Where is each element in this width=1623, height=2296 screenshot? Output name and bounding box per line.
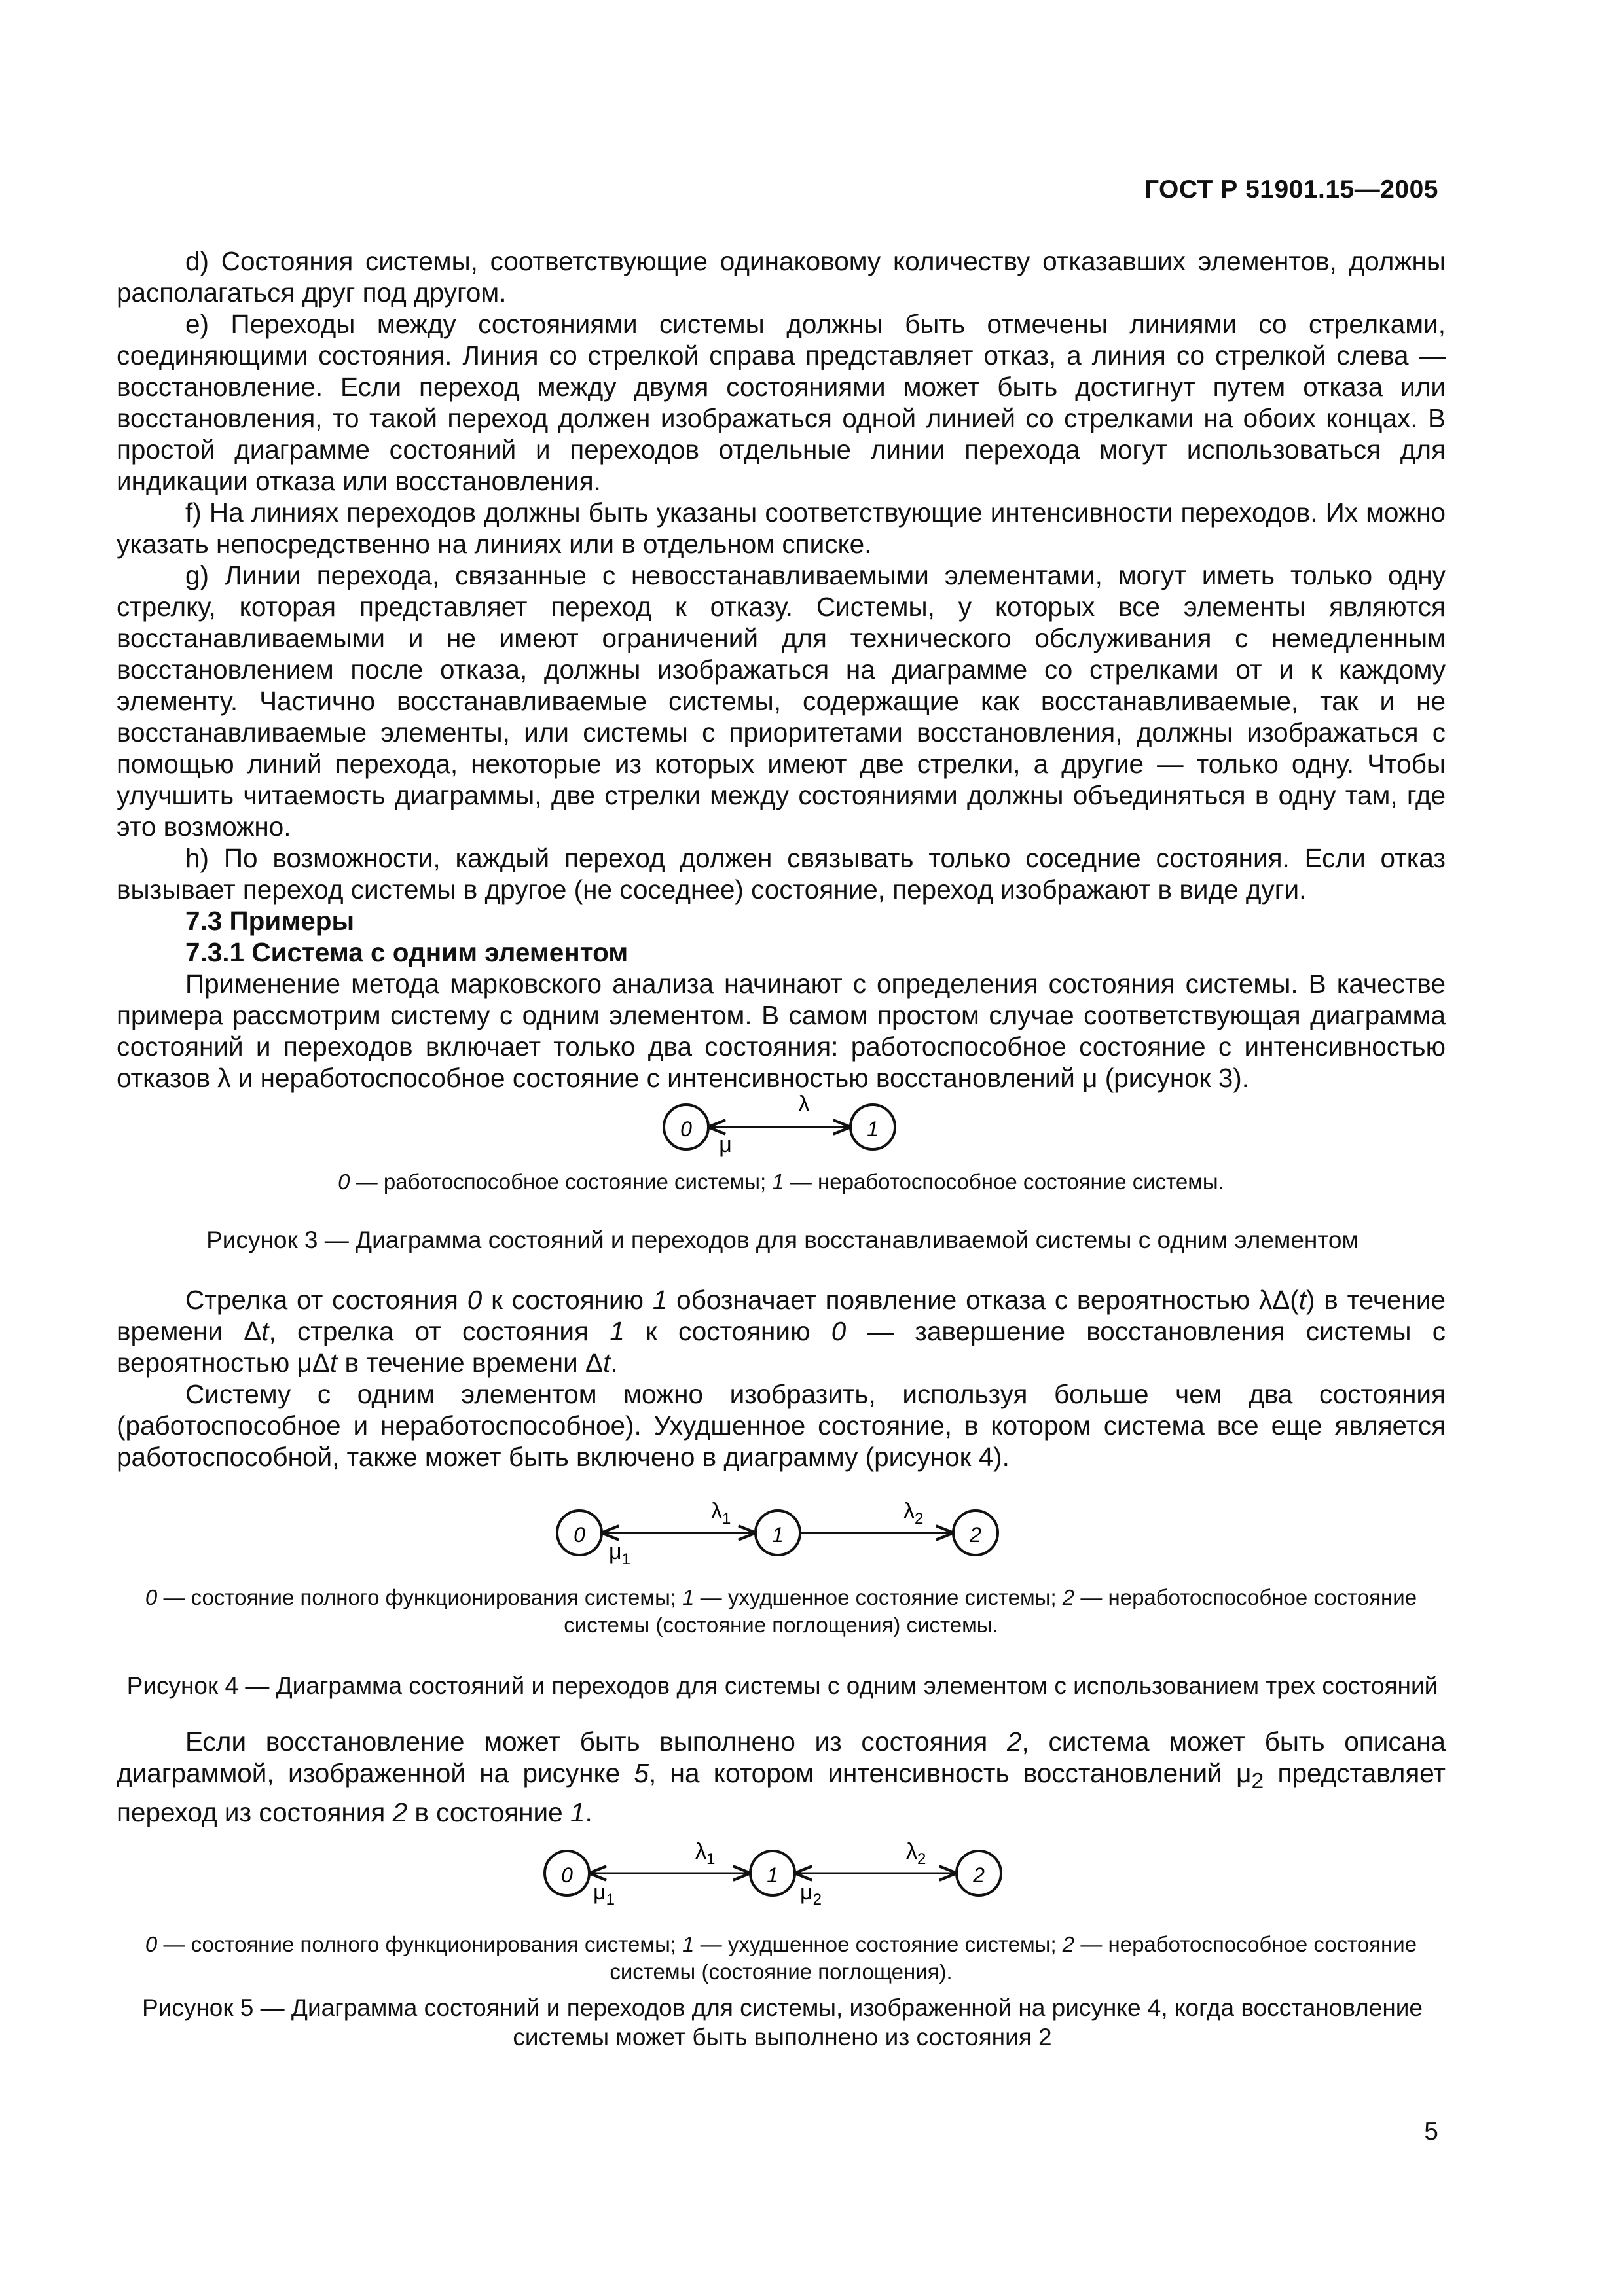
figure4-diagram xyxy=(0,1486,1623,1571)
legend-key-2: 2 xyxy=(1062,1585,1075,1609)
legend-key-0: 0 xyxy=(338,1170,350,1194)
figure3-legend xyxy=(117,1168,1446,1196)
legend-key-0: 0 xyxy=(145,1932,158,1956)
page-number: 5 xyxy=(1424,2117,1438,2145)
state-1-label: 1 xyxy=(772,1523,784,1547)
figure5-legend xyxy=(117,1931,1446,1986)
state-2-label: 2 xyxy=(973,1863,985,1887)
legend-text-1: — ухудшенное состояние системы; xyxy=(694,1932,1063,1956)
figure4-svg xyxy=(0,1486,1623,1571)
rate-mu1: $\mu_1$ xyxy=(593,1880,615,1909)
legend-key-0: 0 xyxy=(145,1585,158,1609)
legend-text-0: — работоспособное состояние системы; xyxy=(350,1170,773,1194)
paragraph-f: f) На линиях переходов должны быть указаны соответствующие интенсивности переходов. Их можно указать непосредственно на линиях или в отдельном списке. xyxy=(117,497,1446,559)
state-0-label: 0 xyxy=(561,1863,573,1887)
figure3-svg xyxy=(0,1080,1623,1158)
state-0-label: 0 xyxy=(574,1523,585,1547)
text-block-fig3 xyxy=(117,1284,1446,1473)
legend-text-1: — ухудшенное состояние системы; xyxy=(694,1585,1063,1609)
figure5-diagram xyxy=(0,1826,1623,1918)
state-2-label: 2 xyxy=(970,1523,981,1547)
rate-lambda1: $\lambda_1$ xyxy=(711,1499,731,1528)
legend-key-1: 1 xyxy=(682,1932,695,1956)
subsection-heading: 7.3.1 Система с одним элементом xyxy=(185,937,629,967)
rate-lambda2: $\lambda_2$ xyxy=(903,1499,924,1528)
rate-mu: μ xyxy=(719,1132,732,1157)
standard-header: ГОСТ Р 51901.15—2005 xyxy=(1144,175,1438,204)
text-block-fig5 xyxy=(117,1726,1446,1828)
state-1-label: 1 xyxy=(867,1117,879,1141)
rate-lambda: λ xyxy=(798,1092,810,1117)
legend-text-1: — неработоспособное состояние системы. xyxy=(784,1170,1224,1194)
legend-text-2: — неработоспособное состояние системы (состояние поглощения) системы. xyxy=(564,1585,1417,1637)
paragraph-more-states: Систему с одним элементом можно изобразить, используя больше чем два состояния (работоспособное и неработоспособное). Ухудшенное состояние, в котором система все еще является работоспособной, также может быть включено в диаграмму (рисунок 4). xyxy=(117,1379,1446,1472)
paragraph-intro: Применение метода марковского анализа начинают с определения состояния системы. В качестве примера рассмотрим систему с одним элементом. В самом простом случае соответствующая диаграмма состояний и переходов включает только два состояния: работоспособное состояние с интенсивностью отказов λ и неработоспособное состояние с интенсивностью восстановлений μ (рисунок 3). xyxy=(117,969,1446,1093)
figure5-svg xyxy=(0,1826,1623,1918)
state-0-label: 0 xyxy=(680,1117,692,1141)
paragraph-h: h) По возможности, каждый переход должен связывать только соседние состояния. Если отказ вызывает переход системы в другое (не соседнее) состояние, переход изображают в виде дуги. xyxy=(117,843,1446,905)
paragraph-fig5-intro: Если восстановление может быть выполнено из состояния 2, система может быть описана диаграммой, изображенной на рисунке 5, на котором интенсивность восстановлений $\mu_2$ представляет переход из состояния 2 в состояние 1. xyxy=(117,1727,1446,1828)
figure3-caption: Рисунок 3 — Диаграмма состояний и переходов для восстанавливаемой системы с одним элементом xyxy=(206,1227,1359,1253)
legend-key-1: 1 xyxy=(772,1170,784,1194)
figure3-diagram xyxy=(0,1080,1623,1158)
rate-mu2: $\mu_2$ xyxy=(800,1880,822,1909)
legend-text-2: — неработоспособное состояние системы (состояние поглощения). xyxy=(610,1932,1417,1984)
figure4-caption: Рисунок 4 — Диаграмма состояний и переходов для системы с одним элементом с использованием трех состояний xyxy=(126,1672,1438,1699)
figure4-legend xyxy=(117,1584,1446,1639)
list-rules xyxy=(117,245,1446,1094)
legend-key-2: 2 xyxy=(1062,1932,1075,1956)
rate-mu1: $\mu_1$ xyxy=(609,1539,630,1568)
paragraph-e: e) Переходы между состояниями системы должны быть отмечены линиями со стрелками, соединяющими состояния. Линия со стрелкой справа представляет отказ, а линия со стрелкой слева — восстановление. Если переход между двумя состояниями может быть достигнут путем отказа или восстановления, то такой переход должен изображаться одной линией со стрелками на обоих концах. В простой диаграмме состояний и переходов отдельные линии перехода могут использоваться для индикации отказа или восстановления. xyxy=(117,309,1446,496)
rate-lambda2: $\lambda_2$ xyxy=(906,1839,926,1868)
legend-text-0: — состояние полного функционирования системы; xyxy=(157,1932,683,1956)
legend-key-1: 1 xyxy=(682,1585,695,1609)
state-1-label: 1 xyxy=(767,1863,778,1887)
figure5-caption: Рисунок 5 — Диаграмма состояний и переходов для системы, изображенной на рисунке 4, когда восстановление системы может быть выполнено из состояния 2 xyxy=(141,1994,1423,2051)
paragraph-g: g) Линии перехода, связанные с невосстанавливаемыми элементами, могут иметь только одну стрелку, которая представляет переход к отказу. Системы, у которых все элементы являются восстанавливаемыми и не имеют ограничений для технического обслуживания с немедленным восстановлением после отказа, должны изображаться на диаграмме со стрелками от и к каждому элементу. Частично восстанавливаемые системы, содержащие как восстанавливаемые, так и не восстанавливаемые элементы, или системы с приоритетами восстановления, должны изображаться с помощью линий перехода, некоторые из которых имеют две стрелки, а другие — только одну. Чтобы улучшить читаемость диаграммы, две стрелки между состояниями должны объединяться в одну там, где это возможно. xyxy=(117,560,1446,842)
rate-lambda1: $\lambda_1$ xyxy=(695,1839,716,1868)
section-heading: 7.3 Примеры xyxy=(185,906,355,936)
paragraph-fig3-explain: Стрелка от состояния 0 к состоянию 1 обозначает появление отказа с вероятностью λΔ(t) в течение времени Δt, стрелка от состояния 1 к состоянию 0 — завершение восстановления системы с вероятностью μΔt в течение времени Δt. xyxy=(117,1285,1446,1378)
legend-text-0: — состояние полного функционирования системы; xyxy=(157,1585,683,1609)
paragraph-d: d) Состояния системы, соответствующие одинаковому количеству отказавших элементов, должны располагаться друг под другом. xyxy=(117,246,1446,308)
